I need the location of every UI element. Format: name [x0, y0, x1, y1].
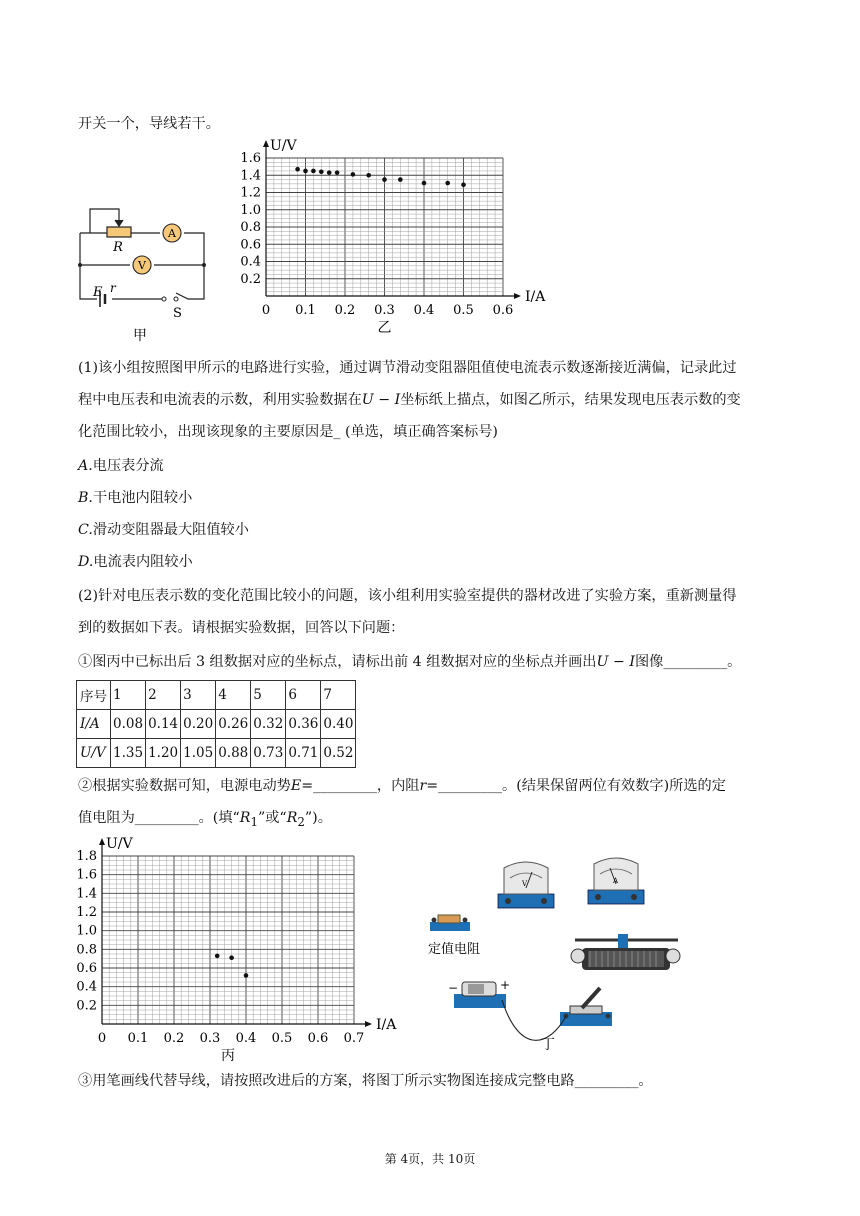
y-axis-arrow [99, 838, 105, 845]
x-axis-label: I/A [376, 1017, 397, 1033]
y-axis-arrow [263, 140, 269, 147]
y-tick-label: 1.2 [240, 185, 261, 201]
q1-line2: 程中电压表和电流表的示数，利用实验数据在U − I坐标纸上描点，如图乙所示，结果发现电压表示数的变 [78, 392, 741, 408]
chart-grid [102, 856, 354, 1024]
x-tick-label: 0 [97, 1031, 107, 1046]
option-a: A.电压表分流 [78, 458, 164, 474]
rheostat-device [571, 934, 680, 970]
intro-text: 开关一个，导线若干。 [78, 116, 220, 132]
data-point [422, 181, 427, 186]
data-point [445, 181, 450, 186]
x-tick-label: 0.4 [235, 1031, 257, 1046]
y-tick-label: 0.8 [76, 942, 97, 958]
q2-sub2-line2: 值电阻为_________。(填“$R_1$”或“$R_2$”)。 [78, 810, 332, 829]
y-tick-label: 1.6 [76, 867, 97, 883]
y-tick-label: 0.6 [76, 961, 97, 976]
q2-line1: (2)针对电压表示数的变化范围比较小的问题，该小组利用实验室提供的器材改进了实验方案，重新测量得 [78, 588, 737, 604]
data-point [215, 954, 220, 959]
svg-text:−: − [448, 981, 459, 995]
svg-text:V: V [522, 880, 528, 888]
data-point [366, 173, 371, 178]
fixed-resistor-device [430, 915, 470, 931]
x-tick-label: 0.7 [343, 1031, 365, 1046]
svg-text:A: A [168, 227, 176, 240]
x-tick-label: 0 [261, 303, 271, 318]
chart-caption: 乙 [377, 320, 392, 336]
y-tick-label: 0.2 [76, 998, 97, 1014]
page-footer: 第 4页，共 10页 [384, 1152, 476, 1166]
data-point [327, 170, 332, 175]
x-tick-label: 0.2 [163, 1031, 185, 1046]
q1-line1: (1)该小组按照图甲所示的电路进行实验，通过调节滑动变阻器阻值使电流表示数逐渐接近满偏，记录此过 [78, 360, 737, 376]
svg-text:R: R [113, 240, 123, 255]
data-point [335, 170, 340, 175]
data-point [311, 169, 316, 174]
data-point [351, 172, 356, 177]
y-tick-label: 0.8 [240, 220, 261, 235]
y-tick-label: 1.2 [76, 905, 97, 920]
figure-ding-caption: 丁 [541, 1037, 555, 1053]
data-point [244, 973, 249, 978]
svg-text:E: E [93, 285, 103, 300]
x-tick-label: 0.1 [127, 1031, 149, 1046]
voltmeter-device [498, 862, 554, 908]
q1-line3: 化范围比较小，出现该现象的主要原因是_ (单选，填正确答案标号) [78, 424, 498, 440]
y-tick-label: 0.2 [240, 271, 261, 287]
x-axis-label: I/A [525, 289, 546, 305]
data-point [319, 170, 324, 175]
figure-jia-circuit [72, 195, 217, 345]
svg-text:S: S [173, 306, 182, 321]
q2-sub1: ①图丙中已标出后 3 组数据对应的坐标点，请标出前 4 组数据对应的坐标点并画出U − I图像_________。 [78, 654, 742, 670]
option-d: D.电流表内阻较小 [78, 554, 193, 570]
y-axis-label: U/V [270, 138, 297, 154]
x-axis-arrow [365, 1021, 372, 1027]
figure-bing-chart [72, 836, 402, 1066]
data-point [461, 182, 466, 187]
chart-caption: 丙 [221, 1048, 235, 1064]
x-axis-arrow [514, 293, 521, 299]
svg-text:r: r [110, 281, 116, 295]
option-c: C.滑动变阻器最大阻值较小 [78, 522, 249, 538]
data-point [303, 169, 308, 174]
x-tick-label: 0.6 [492, 303, 514, 318]
x-tick-label: 0.1 [295, 303, 316, 318]
figure-yi-chart [236, 138, 546, 348]
x-tick-label: 0.5 [453, 303, 474, 318]
y-tick-label: 1.4 [76, 886, 97, 902]
figure-jia-caption: 甲 [133, 328, 147, 344]
data-point [382, 177, 387, 182]
y-tick-label: 1.6 [240, 151, 261, 166]
y-tick-label: 1.4 [240, 168, 261, 184]
option-b: B.干电池内阻较小 [78, 490, 193, 506]
table-row-current: I/A 0.08 0.14 0.20 0.26 0.32 0.36 0.40 [77, 710, 356, 739]
q2-line2: 到的数据如下表。请根据实验数据，回答以下问题： [78, 620, 405, 636]
figure-ding-apparatus [420, 856, 710, 1066]
svg-text:+: + [500, 978, 511, 992]
data-table [76, 680, 356, 768]
table-header-row: 序号 1 2 3 4 5 6 7 [77, 681, 356, 710]
x-tick-label: 0.3 [199, 1031, 221, 1046]
x-tick-label: 0.5 [271, 1031, 293, 1046]
q2-sub3: ③用笔画线代替导线，请按照改进后的方案，将图丁所示实物图连接成完整电路_________。 [78, 1073, 653, 1089]
y-tick-label: 0.4 [76, 979, 97, 995]
switch-device [560, 988, 612, 1026]
ammeter-device [588, 858, 644, 904]
data-point [229, 955, 234, 960]
y-axis-label: U/V [106, 836, 133, 852]
data-point [295, 167, 300, 172]
y-tick-label: 1.0 [76, 923, 97, 939]
data-point [398, 177, 403, 182]
y-tick-label: 1.0 [240, 202, 261, 218]
x-tick-label: 0.6 [307, 1031, 329, 1046]
fixed-resistor-label: 定值电阻 [427, 942, 481, 957]
x-tick-label: 0.3 [374, 303, 395, 318]
y-tick-label: 0.4 [240, 254, 261, 270]
y-tick-label: 0.6 [240, 237, 261, 253]
x-tick-label: 0.4 [413, 303, 435, 318]
x-tick-label: 0.2 [334, 303, 356, 318]
svg-text:V: V [138, 259, 146, 272]
y-tick-label: 1.8 [76, 849, 97, 864]
q2-sub2: ②根据实验数据可知，电源电动势E=_________，内阻r=_________。(结果保留两位有效数字)所选的定 [78, 778, 726, 794]
connecting-wire [502, 1000, 566, 1040]
table-row-voltage: U/V 1.35 1.20 1.05 0.88 0.73 0.71 0.52 [77, 739, 356, 768]
battery-device [448, 978, 510, 1008]
svg-text:A: A [613, 877, 619, 885]
